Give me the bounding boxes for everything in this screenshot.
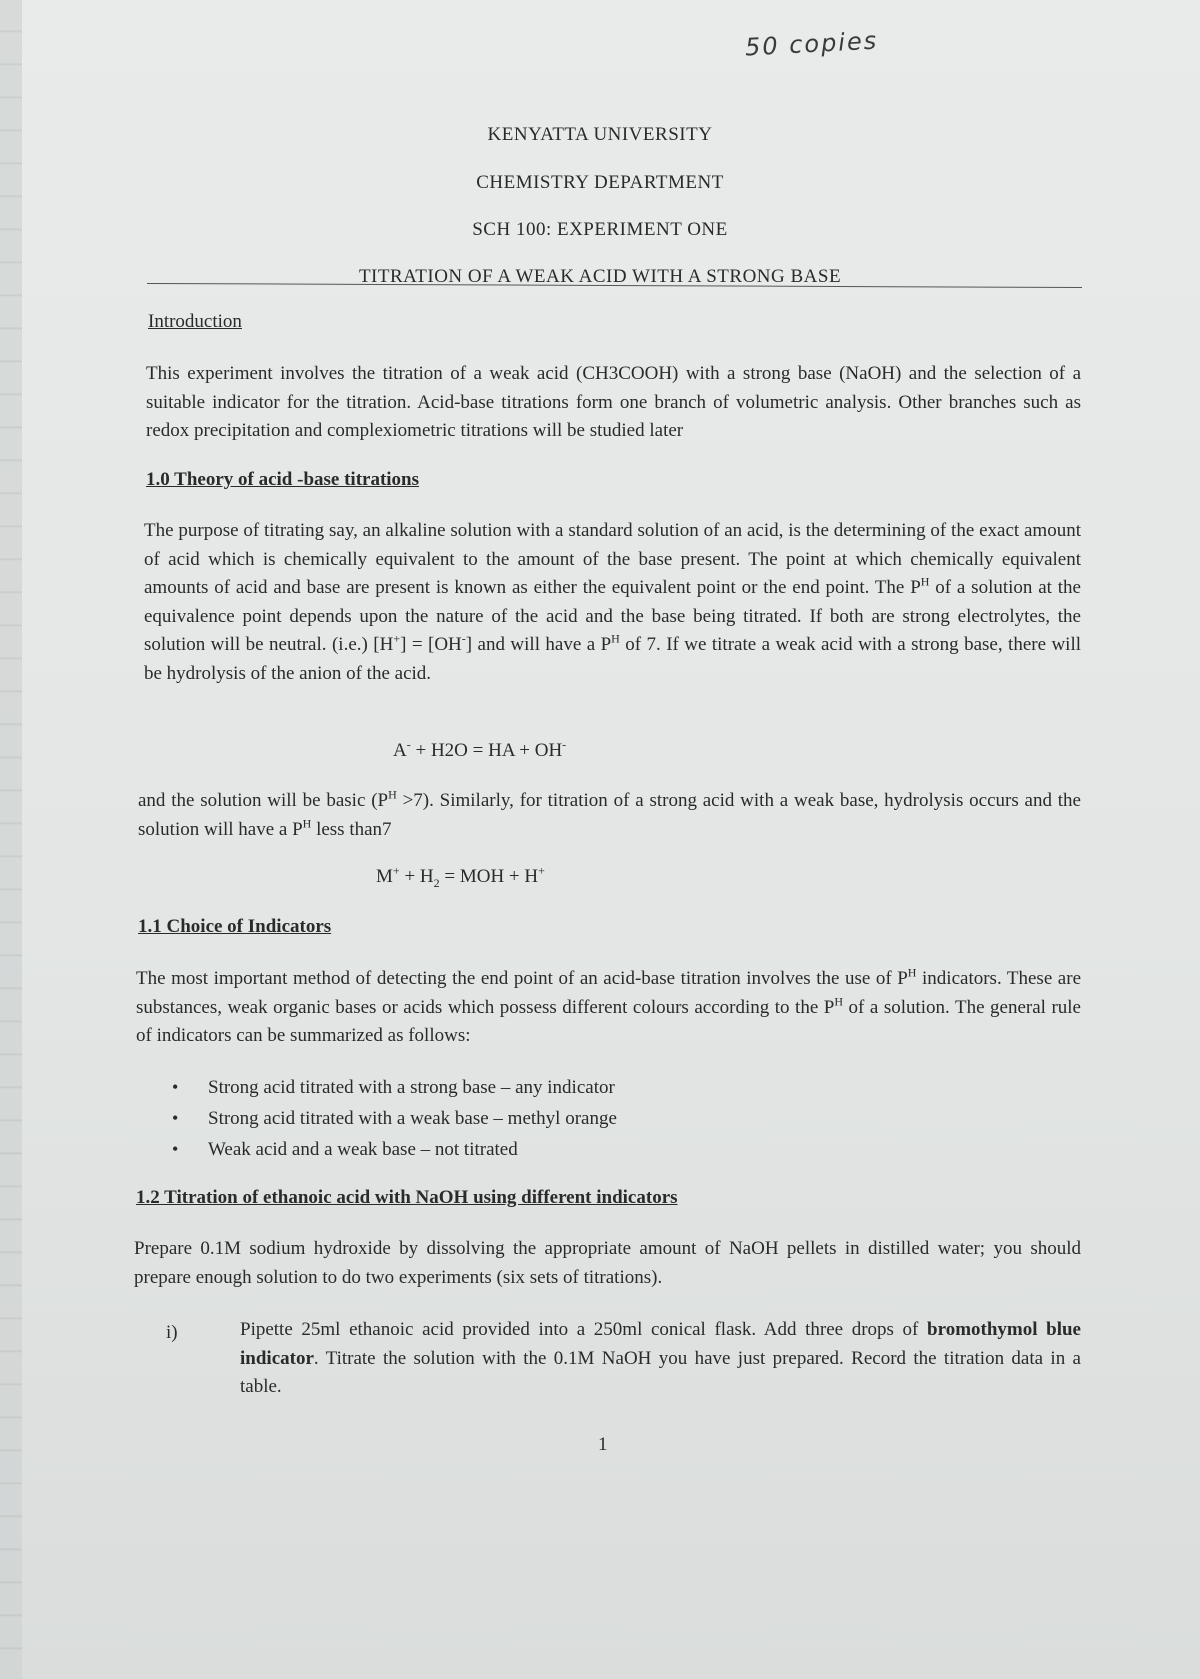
list-item: • Strong acid titrated with a weak base – methyl orange: [172, 1103, 617, 1134]
titration-paragraph: Prepare 0.1M sodium hydroxide by dissolving the appropriate amount of NaOH pellets in distilled water; you should prepare enough solution to do two experiments (six sets of titrations).: [134, 1238, 1081, 1288]
theory-paragraph: The purpose of titrating say, an alkaline solution with a standard solution of an acid, is the determining of the exact amount of acid which is chemically equivalent to the amount of the base present. The point at which chemically equivalent amounts of acid and base are present is known as either the equivalent point or the end point. The $P^H$ of a solution at the equivalence point depends upon the nature of the acid and the base being titrated. If both are strong electrolytes, the solution will be neutral. (i.e.) [H+] = [OH-] and will have a $P^H$ of 7. If we titrate a weak acid with a strong base, there will be hydrolysis of the anion of the acid.: [144, 520, 1081, 684]
hydrolysis-equation-1: A- + H2O = HA + OH-: [393, 737, 567, 761]
step-instruction: Pipette 25ml ethanoic acid provided into a 250ml conical flask. Add three drops of bromothymol blue indicator. Titrate the solution with the 0.1M NaOH you have just prepared. Record the titration data in a table.: [240, 1319, 1081, 1397]
page-number: 1: [598, 1434, 608, 1455]
basic-solution-paragraph: and the solution will be basic $(P^H >7)$. Similarly, for titration of a strong acid with a weak base, hydrolysis occurs and the solution will have a $P^H$ less than7: [138, 787, 1081, 840]
indicator-name: bromothymol blue indicator: [240, 1319, 1081, 1369]
list-item: • Weak acid and a weak base – not titrated: [172, 1134, 617, 1165]
list-item: • Strong acid titrated with a strong base – any indicator: [172, 1072, 617, 1103]
university-name: KENYATTA UNIVERSITY: [487, 124, 713, 145]
binder-edge: [0, 0, 22, 1679]
step-number: i): [166, 1322, 178, 1343]
hydrolysis-equation-2: $M^+ + H_2$ = MOH + H+: [376, 863, 545, 890]
indicators-heading: 1.1 Choice of Indicators: [138, 916, 332, 937]
indicator-rules-list: [172, 1072, 617, 1165]
theory-heading: 1.0 Theory of acid -base titrations: [146, 469, 420, 490]
department-name: CHEMISTRY DEPARTMENT: [476, 172, 724, 193]
titration-heading: 1.2 Titration of ethanoic acid with NaOH using different indicators: [136, 1187, 678, 1208]
intro-heading: Introduction: [148, 311, 242, 332]
intro-paragraph: This experiment involves the titration of a weak acid (CH3COOH) with a strong base (NaOH) and the selection of a suitable indicator for the titration. Acid-base titrations form one branch of volumetric analysis. Other branches such as redox precipitation and complexiometric titrations will be studied later: [146, 363, 1081, 441]
document-title: TITRATION OF A WEAK ACID WITH A STRONG BASE: [358, 266, 842, 287]
indicators-paragraph: The most important method of detecting the end point of an acid-base titration involves the use of $P^H$ indicators. These are substances, weak organic bases or acids which possess different colours according to the $P^H$ of a solution. The general rule of indicators can be summarized as follows:: [136, 965, 1081, 1046]
handwritten-annotation: 50 copies: [744, 26, 879, 62]
course-code: SCH 100: EXPERIMENT ONE: [472, 219, 728, 240]
